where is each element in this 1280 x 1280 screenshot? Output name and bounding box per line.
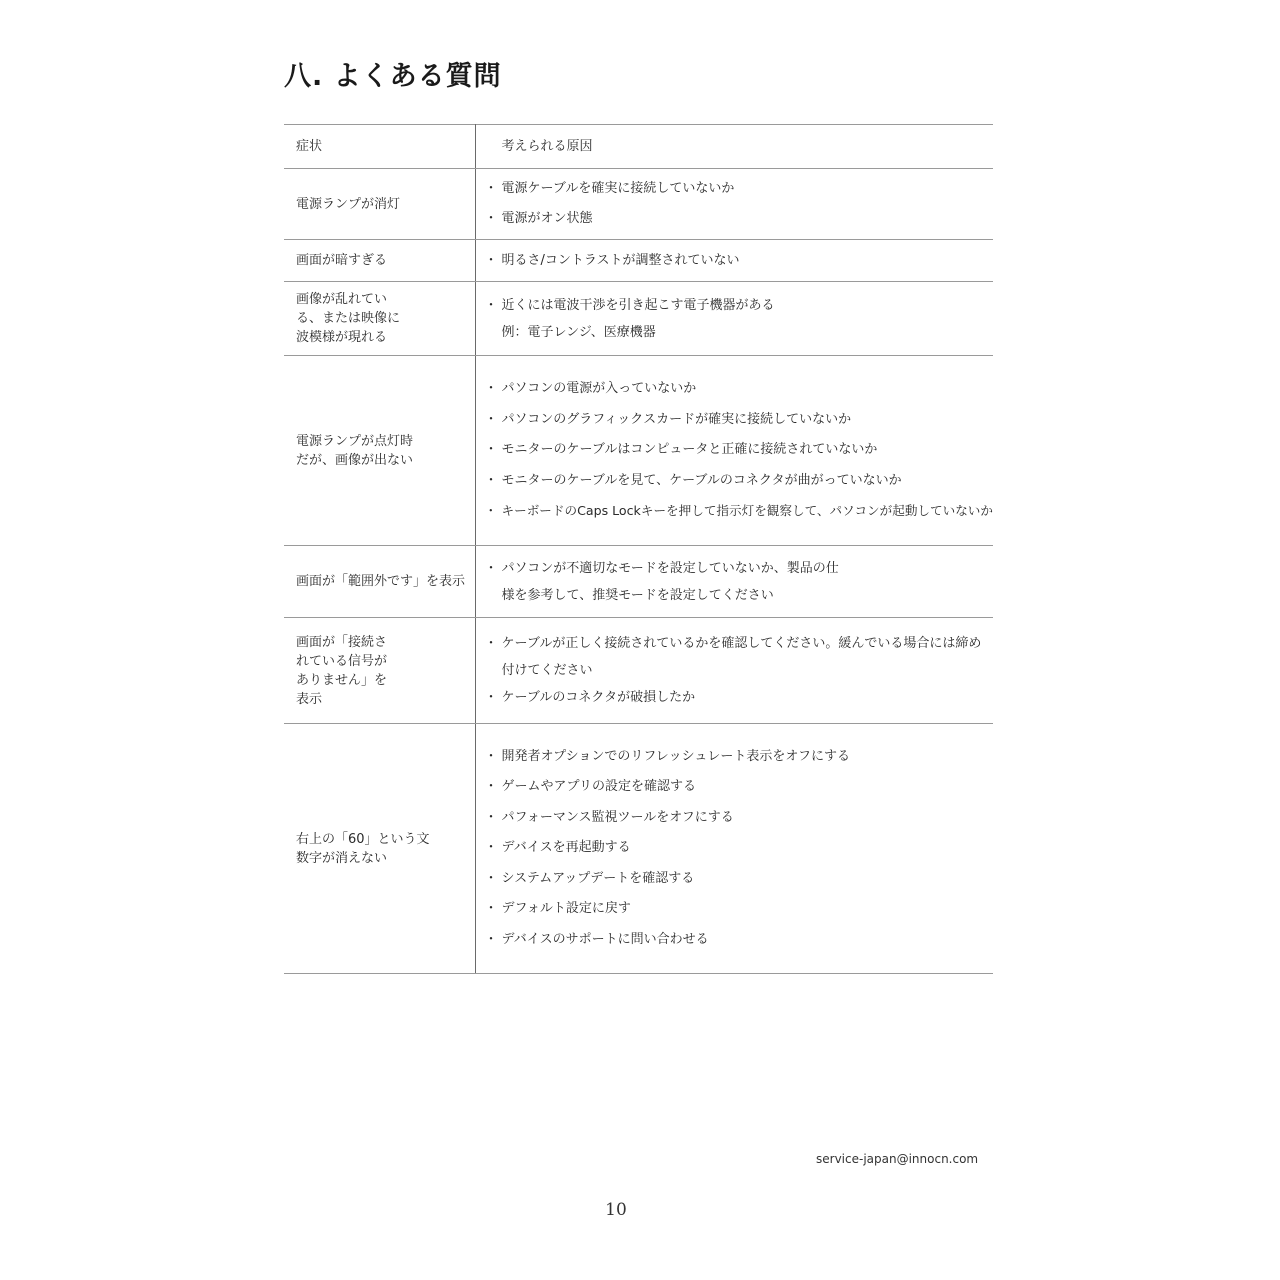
table-row [284,546,993,618]
cause-item: ・ ゲームやアプリの設定を確認する [490,772,990,803]
cause-item: ・ デバイスを再起動する [490,833,990,864]
cause-item: ・ キーボードのCaps Lockキーを押して指示灯を観察して、パソコンが起動していないか [490,496,990,527]
cause-item: ・ モニターのケーブルはコンピュータと正確に接続されていないか [490,435,990,466]
cause-item: ・ システムアップデートを確認する [490,864,990,895]
cause-item: ・ パフォーマンス監視ツールをオフにする [490,803,990,834]
symptom-text: 画面が暗すぎる [296,253,388,268]
support-email: service-japan@innocn.com [816,1152,979,1166]
cause-item: ・ パソコンが不適切なモードを設定していないか、製品の仕 [490,555,990,582]
cause-item: ・ パソコンのグラフィックスカードが確実に接続していないか [490,405,990,436]
symptom-cell [284,356,475,546]
table-row [284,240,993,282]
cause-list [490,174,990,234]
cause-cell [475,240,993,282]
symptom-cell [284,546,475,618]
cause-item: ・ デフォルト設定に戻す [490,894,990,925]
symptom-cell [284,618,475,724]
table-row [284,169,993,240]
symptom-text: 画面が「範囲外です」を表示 [296,574,466,589]
symptom-text: 画像が乱れてい る、または映像に 波模様が現れる [296,292,401,345]
cause-list [490,555,990,582]
symptom-cell [284,240,475,282]
cause-item: ・ 開発者オプションでのリフレッシュレート表示をオフにする [490,742,990,773]
cause-list [490,292,990,319]
symptom-cell [284,169,475,240]
symptom-header [284,125,475,169]
table-row [284,356,993,546]
symptom-cell [284,724,475,974]
section-title: 八. よくある質問 [284,61,502,92]
faq-table [284,124,993,974]
cause-item: ・ 電源がオン状態 [490,204,990,234]
cause-list [490,742,990,956]
cause-list [490,251,990,270]
cause-list [490,374,993,527]
cause-item: ・ モニターのケーブルを見て、ケーブルのコネクタが曲がっていないか [490,466,990,497]
symptom-cell [284,282,475,356]
cause-cell [475,282,993,356]
cause-cell [475,169,993,240]
cause-continuation: 様を参考して、推奨モードを設定してください [501,587,774,603]
cause-cell [475,618,993,724]
cause-item: ・ ケーブルが正しく接続されているかを確認してください。緩んでいる場合には締め付けてください [490,630,992,684]
cause-item: ・ 近くには電波干渉を引き起こす電子機器がある [490,292,990,319]
cause-cell [475,724,993,974]
cause-cell [475,356,993,546]
cause-item: ・ 明るさ/コントラストが調整されていない [490,251,990,270]
table-row [284,724,993,974]
symptom-header-label: 症状 [296,139,323,154]
page-number: 10 [605,1200,627,1220]
table-row [284,282,993,356]
cause-header-label: 考えられる原因 [501,139,593,154]
cause-item: ・ ケーブルのコネクタが破損したか [490,684,990,711]
symptom-text: 画面が「接続さ れている信号が ありません」を 表示 [296,634,388,707]
symptom-text: 電源ランプが消灯 [296,196,401,212]
cause-example-note: 例：電子レンジ、医療機器 [501,324,656,340]
table-header-row [284,125,993,169]
cause-list [490,630,990,711]
table-row [284,618,993,724]
symptom-text: 右上の「60」という文 数字が消えない [296,831,430,866]
cause-cell [475,546,993,618]
cause-header [475,125,993,169]
cause-item: ・ パソコンの電源が入っていないか [490,374,990,405]
symptom-text: 電源ランプが点灯時 だが、画像が出ない [296,433,414,468]
cause-item: ・ 電源ケーブルを確実に接続していないか [490,174,990,204]
cause-item: ・ デバイスのサポートに問い合わせる [490,925,990,956]
